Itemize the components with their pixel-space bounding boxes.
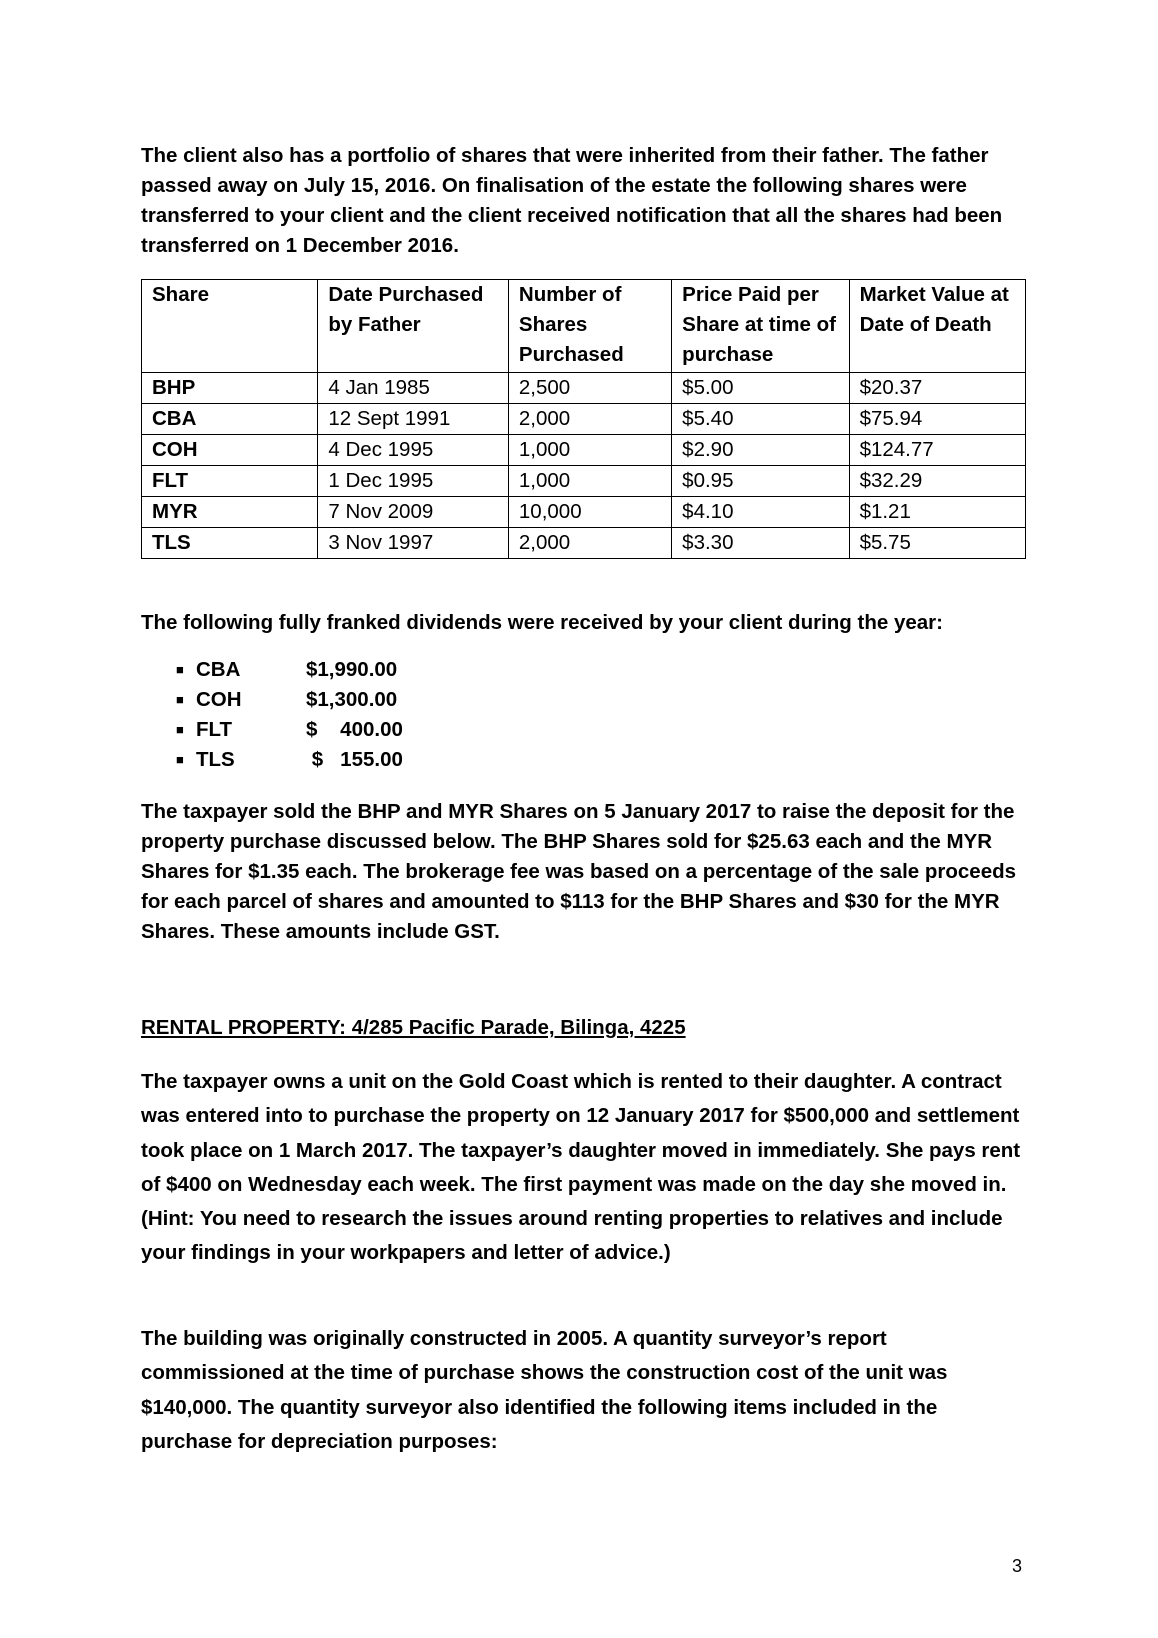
list-item bbox=[176, 745, 403, 775]
number-of-shares: 2,000 bbox=[508, 404, 671, 435]
number-of-shares: 1,000 bbox=[508, 435, 671, 466]
price-paid: $3.30 bbox=[672, 528, 849, 559]
inherited-shares-table bbox=[141, 279, 1026, 559]
share-code: FLT bbox=[142, 466, 318, 497]
market-value: $1.21 bbox=[849, 497, 1025, 528]
date-purchased: 4 Dec 1995 bbox=[318, 435, 509, 466]
square-bullet-icon: ■ bbox=[176, 692, 184, 707]
market-value: $124.77 bbox=[849, 435, 1025, 466]
list-item bbox=[176, 715, 403, 745]
dividend-code: FLT bbox=[196, 718, 233, 741]
dividends-heading: The following fully franked dividends were received by your client during the year: bbox=[141, 611, 943, 634]
header-price-paid: Price Paid per Share at time of purchase bbox=[672, 280, 849, 373]
table-row bbox=[142, 404, 1026, 435]
table-row bbox=[142, 497, 1026, 528]
dividends-list bbox=[176, 655, 403, 775]
table-row bbox=[142, 466, 1026, 497]
number-of-shares: 2,000 bbox=[508, 528, 671, 559]
price-paid: $4.10 bbox=[672, 497, 849, 528]
table-row bbox=[142, 435, 1026, 466]
rental-paragraph: The taxpayer owns a unit on the Gold Coast which is rented to their daughter. A contract was entered into to purchase the property on 12 January 2017 for $500,000 and settlement took place on 1 March 2017. The taxpayer’s daughter moved in immediately. She pays rent of $400 on Wednesday each week. The first payment was made on the day she moved in. (Hint: You need to research the issues around renting properties to relatives and include your findings in your workpapers and letter of advice.) bbox=[141, 1070, 1021, 1265]
date-purchased: 4 Jan 1985 bbox=[318, 373, 509, 404]
price-paid: $2.90 bbox=[672, 435, 849, 466]
date-purchased: 7 Nov 2009 bbox=[318, 497, 509, 528]
market-value: $20.37 bbox=[849, 373, 1025, 404]
market-value: $75.94 bbox=[849, 404, 1025, 435]
share-code: CBA bbox=[142, 404, 318, 435]
header-number-of-shares: Number of Shares Purchased bbox=[508, 280, 671, 373]
dividend-code: CBA bbox=[196, 658, 241, 681]
dividend-amount: $ 155.00 bbox=[306, 748, 403, 771]
date-purchased: 12 Sept 1991 bbox=[318, 404, 509, 435]
share-code: BHP bbox=[142, 373, 318, 404]
price-paid: $5.40 bbox=[672, 404, 849, 435]
dividend-code: COH bbox=[196, 688, 242, 711]
header-market-value: Market Value at Date of Death bbox=[849, 280, 1025, 373]
list-item bbox=[176, 655, 403, 685]
intro-paragraph: The client also has a portfolio of shares that were inherited from their father. The father passed away on July 15, 2016. On finalisation of the estate the following shares were transferred to your client and the client received notification that all the shares had been transferred on 1 December 2016. bbox=[141, 144, 1003, 257]
number-of-shares: 2,500 bbox=[508, 373, 671, 404]
table-row bbox=[142, 373, 1026, 404]
square-bullet-icon: ■ bbox=[176, 752, 184, 767]
dividend-amount: $ 400.00 bbox=[306, 718, 403, 741]
share-code: TLS bbox=[142, 528, 318, 559]
dividend-amount: $1,300.00 bbox=[306, 688, 398, 711]
number-of-shares: 1,000 bbox=[508, 466, 671, 497]
table-row bbox=[142, 528, 1026, 559]
market-value: $32.29 bbox=[849, 466, 1025, 497]
rental-property-heading: RENTAL PROPERTY: 4/285 Pacific Parade, Bilinga, 4225 bbox=[141, 1016, 686, 1039]
date-purchased: 1 Dec 1995 bbox=[318, 466, 509, 497]
dividend-code: TLS bbox=[196, 748, 235, 771]
dividend-amount: $1,990.00 bbox=[306, 658, 398, 681]
building-paragraph: The building was originally constructed in 2005. A quantity surveyor’s report commissioned at the time of purchase shows the construction cost of the unit was $140,000. The quantity surveyor also identified the following items included in the purchase for depreciation purposes: bbox=[141, 1327, 948, 1453]
date-purchased: 3 Nov 1997 bbox=[318, 528, 509, 559]
market-value: $5.75 bbox=[849, 528, 1025, 559]
page-number: 3 bbox=[1012, 1556, 1023, 1576]
square-bullet-icon: ■ bbox=[176, 722, 184, 737]
header-share: Share bbox=[142, 280, 318, 373]
header-date-purchased: Date Purchased by Father bbox=[318, 280, 509, 373]
table-header-row bbox=[142, 280, 1026, 373]
share-code: COH bbox=[142, 435, 318, 466]
price-paid: $5.00 bbox=[672, 373, 849, 404]
number-of-shares: 10,000 bbox=[508, 497, 671, 528]
list-item bbox=[176, 685, 403, 715]
price-paid: $0.95 bbox=[672, 466, 849, 497]
square-bullet-icon: ■ bbox=[176, 662, 184, 677]
share-code: MYR bbox=[142, 497, 318, 528]
share-sale-paragraph: The taxpayer sold the BHP and MYR Shares on 5 January 2017 to raise the deposit for the property purchase discussed below. The BHP Shares sold for $25.63 each and the MYR Shares for $1.35 each. The brokerage fee was based on a percentage of the sale proceeds for each parcel of shares and amounted to $113 for the BHP Shares and $30 for the MYR Shares. These amounts include GST. bbox=[141, 800, 1017, 943]
